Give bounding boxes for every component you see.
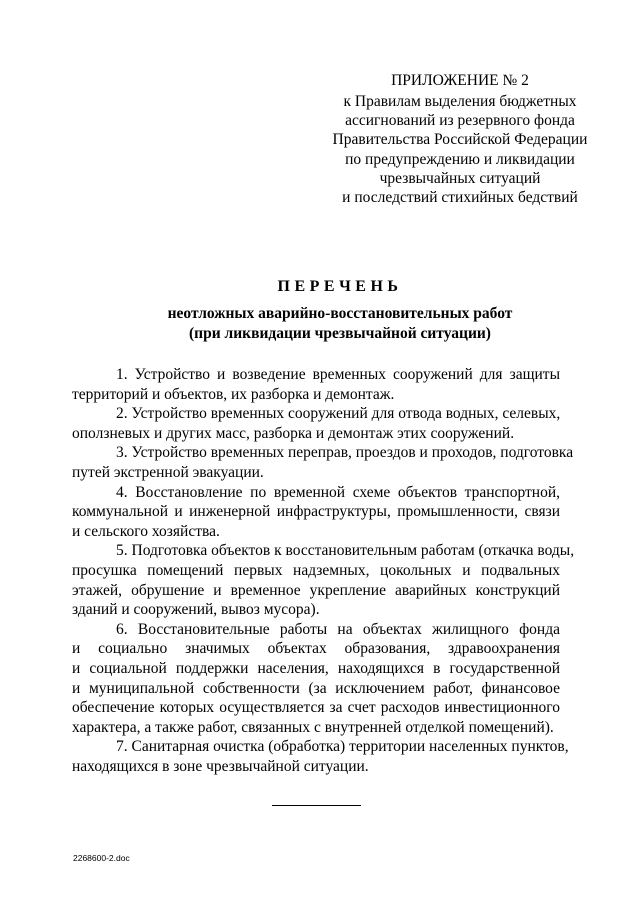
list-item (72, 365, 560, 404)
list-item-line: и социальной поддержки населения, находящихся в государственной (72, 659, 560, 677)
footer-filename: 2268600-2.doc (73, 853, 130, 863)
items-list (72, 365, 575, 776)
annex-line: и последствий стихийных бедствий (342, 189, 578, 207)
list-item-line: 1. Устройство и возведение временных сооружений для защиты (116, 366, 560, 383)
list-item (72, 404, 560, 443)
list-item-line: коммунальной и инженерной инфраструктуры, промышленности, связи (72, 503, 560, 521)
list-item-line: находящихся в зоне чрезвычайной ситуации. (72, 757, 369, 775)
list-item-line: территорий и объектов, их разборка и демонтаж. (72, 385, 395, 403)
heading-subtitle-line: (при ликвидации чрезвычайной ситуации) (189, 324, 491, 342)
list-item-line: обеспечение которых осуществляется за счет расходов инвестиционного (72, 699, 560, 717)
list-item-line: оползневых и других масс, разборка и демонтаж этих сооружений. (72, 424, 515, 442)
list-item-line: и социально значимых объектах образования, здравоохранения (72, 640, 560, 658)
list-item-line: 5. Подготовка объектов к восстановительным работам (откачка воды, (116, 542, 575, 560)
list-item-line: зданий и сооружений, вывоз мусора). (72, 601, 320, 619)
list-item (72, 483, 560, 542)
annex-line: к Правилам выделения бюджетных (343, 93, 577, 110)
list-item-line: путей экстренной эвакуации. (72, 463, 264, 481)
list-item-line: 4. Восстановление по временной схеме объектов транспортной, (116, 483, 560, 501)
heading-title: ПЕРЕЧЕНЬ (277, 278, 403, 295)
annex-line: ассигнований из резервного фонда (345, 112, 575, 130)
list-item-line: характера, а также работ, связанных с внутренней отделкой помещений). (72, 718, 554, 736)
document-heading (60, 276, 620, 343)
annex-line: чрезвычайных ситуаций (379, 169, 541, 187)
list-item (72, 620, 560, 738)
divider-line (272, 805, 361, 806)
annex-title: ПРИЛОЖЕНИЕ № 2 (391, 72, 529, 89)
heading-subtitle (60, 304, 620, 343)
list-item (72, 443, 574, 482)
list-item-line: 7. Санитарная очистка (обработка) территории населенных пунктов, (116, 738, 569, 756)
heading-subtitle-line: неотложных аварийно-восстановительных работ (167, 305, 513, 322)
annex-line: по предупреждению и ликвидации (345, 150, 575, 168)
list-item-line: 3. Устройство временных переправ, проездов и проходов, подготовка (116, 444, 574, 462)
list-item-line: 2. Устройство временных сооружений для отвода водных, селевых, (116, 405, 561, 423)
list-item-line: просушка помещений первых надземных, цокольных и подвальных (72, 561, 560, 579)
list-item-line: 6. Восстановительные работы на объектах жилищного фонда (116, 620, 560, 638)
list-item (72, 737, 569, 776)
list-item-line: этажей, обрушение и временное укрепление аварийных конструкций (72, 581, 560, 599)
annex-block (300, 70, 620, 207)
list-item-line: и муниципальной собственности (за исключением работ, финансовое (72, 679, 560, 697)
list-item-line: и сельского хозяйства. (72, 522, 220, 540)
list-item (72, 541, 575, 619)
annex-line: Правительства Российской Федерации (332, 131, 588, 149)
